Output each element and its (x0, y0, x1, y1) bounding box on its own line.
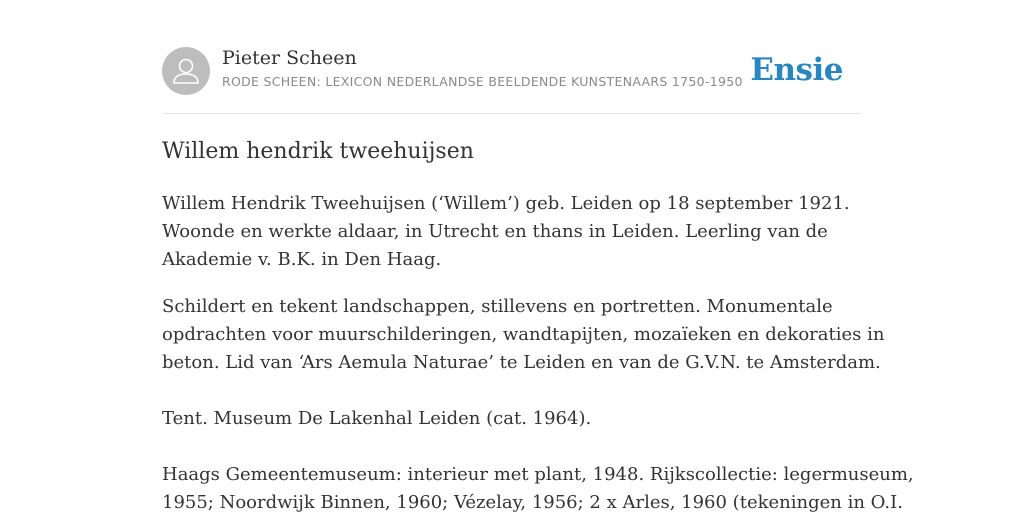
article-paragraph (162, 461, 914, 512)
article (162, 134, 914, 512)
header-divider (162, 113, 862, 114)
ensie-logo[interactable]: Ensie (750, 52, 843, 88)
avatar[interactable] (162, 47, 210, 95)
article-title: Willem hendrik tweehuijsen (162, 139, 474, 164)
paragraph-line: beton. Lid van ‘Ars Aemula Naturae’ te Leiden en van de G.V.N. te Amsterdam. (162, 352, 881, 373)
user-icon (162, 47, 210, 95)
paragraph-line: Willem Hendrik Tweehuijsen (‘Willem’) geb. Leiden op 18 september 1921. (162, 193, 850, 214)
article-paragraph (162, 293, 885, 377)
article-paragraph (162, 405, 862, 433)
author-name[interactable]: Pieter Scheen (222, 47, 357, 69)
article-paragraph (162, 190, 862, 274)
paragraph-line: Haags Gemeentemuseum: interieur met plant, 1948. Rijkscollectie: legermuseum, (162, 464, 914, 485)
author-header (162, 46, 862, 96)
paragraph-line: Schildert en tekent landschappen, stillevens en portretten. Monumentale (162, 296, 833, 317)
paragraph-line: Tent. Museum De Lakenhal Leiden (cat. 1964). (162, 408, 592, 429)
paragraph-line: opdrachten voor muurschilderingen, wandtapijten, mozaïeken en dekoraties in (162, 324, 885, 345)
paragraph-line: Woonde en werkte aldaar, in Utrecht en thans in Leiden. Leerling van de (162, 221, 828, 242)
paragraph-line: Akademie v. B.K. in Den Haag. (162, 249, 442, 270)
paragraph-line: 1955; Noordwijk Binnen, 1960; Vézelay, 1956; 2 x Arles, 1960 (tekeningen in O.I. (162, 492, 903, 512)
source-title[interactable]: RODE SCHEEN: LEXICON NEDERLANDSE BEELDENDE KUNSTENAARS 1750-1950 (222, 74, 743, 89)
